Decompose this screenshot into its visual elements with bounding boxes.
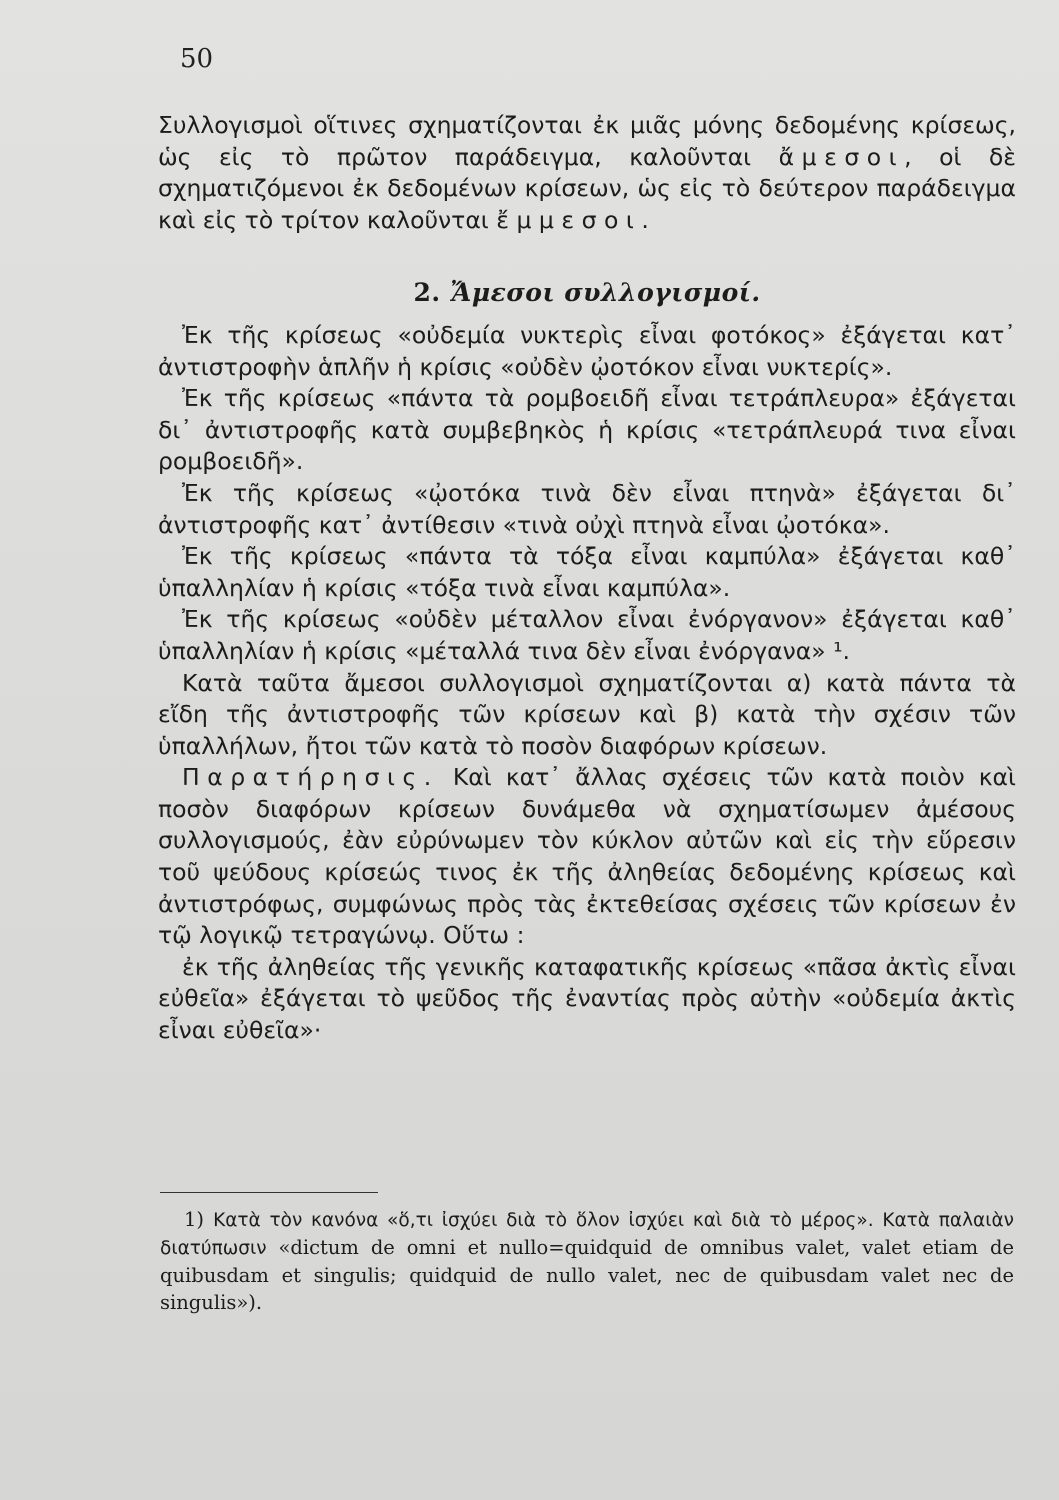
intro-text-3: .: [641, 205, 649, 234]
intro-text-2: , οἱ δὲ σχηματιζόμενοι ἐκ δεδομένων κρίσεων, ὡς εἰς τὸ δεύτερον παράδειγμα καὶ εἰς τὸ τρίτον καλοῦνται: [158, 142, 1017, 234]
term-emmesoi: ἔμμεσοι: [496, 205, 642, 234]
remark-label: Παρατήρησις.: [182, 763, 439, 792]
footnote-divider: [160, 1192, 378, 1193]
term-amesoi: ἄμεσοι: [778, 142, 905, 171]
footnote-1: [160, 1206, 1014, 1316]
section-heading: [158, 277, 1016, 309]
section-number: 2.: [413, 278, 441, 308]
footnote-latin-text: «dictum de omni et nullo=quidquid de omnibus valet, valet etiam de quibusdam et singulis; quidquid de nullo valet, nec de quibusdam valet nec de singulis»).: [160, 1236, 1014, 1314]
final-paragraph: ἐκ τῆς ἀληθείας τῆς γενικῆς καταφατικῆς κρίσεως «πᾶσα ἀκτὶς εἶναι εὐθεῖα» ἐξάγεται τὸ ψεῦδος τῆς ἐναντίας πρὸς αὐτὴν «οὐδεμία ἀκτὶς εἶναι εὐθεῖα»·: [158, 952, 1016, 1045]
footnotes: [160, 1206, 1014, 1316]
page-number: 50: [180, 44, 214, 74]
footnote-marker: 1): [184, 1208, 205, 1231]
footnote-greek-text: Κατὰ τὸν κανόνα «ὅ,τι ἰσχύει διὰ τὸ ὅλον ἰσχύει καὶ διὰ τὸ μέρος». Κατὰ παλαιὰν διατύπωσιν: [160, 1210, 1015, 1259]
remark-text: Καὶ κατ᾽ ἄλλας σχέσεις τῶν κατὰ ποιὸν καὶ ποσὸν διαφόρων κρίσεων δυνάμεθα νὰ σχηματίσωμεν ἀμέσους συλλογισμούς, ἐὰν εὐρύνωμεν τὸν κύκλον αὐτῶν καὶ εἰς τὴν εὕρεσιν τοῦ ψεύδους κρίσεώς τινος ἐκ τῆς ἀληθείας δεδομένης κρίσεως καὶ ἀντιστρόφως, συμφώνως πρὸς τὰς ἐκτεθείσας σχέσεις τῶν κρίσεων ἐν τῷ λογικῷ τετραγώνῳ. Οὕτω :: [158, 763, 1016, 950]
paragraph: Ἐκ τῆς κρίσεως «οὐδὲν μέταλλον εἶναι ἐνόργανον» ἐξάγεται καθ᾽ ὑπαλληλίαν ἡ κρίσις «μέταλλά τινα δὲν εἶναι ἐνόργανα» ¹.: [158, 605, 1016, 665]
paragraph: Ἐκ τῆς κρίσεως «ᾠοτόκα τινὰ δὲν εἶναι πτηνὰ» ἐξάγεται δι᾽ ἀντιστροφῆς κατ᾽ ἀντίθεσιν «τινὰ οὐχὶ πτηνὰ εἶναι ᾠοτόκα».: [158, 478, 1016, 539]
paragraph: Ἐκ τῆς κρίσεως «οὐδεμία νυκτερὶς εἶναι φοτόκος» ἐξάγεται κατ᾽ ἀντιστροφὴν ἁπλῆν ἡ κρίσις «οὐδὲν ᾠοτόκον εἶναι νυκτερίς».: [158, 320, 1016, 381]
intro-text-1: Συλλογισμοὶ οἵτινες σχηματίζονται ἐκ μιᾶς μόνης δεδομένης κρίσεως, ὡς εἰς τὸ πρῶτον παράδειγμα, καλοῦνται: [158, 111, 1016, 171]
paragraph: Ἐκ τῆς κρίσεως «πάντα τὰ ρομβοειδῆ εἶναι τετράπλευρα» ἐξάγεται δι᾽ ἀντιστροφῆς κατὰ συμβεβηκὸς ἡ κρίσις «τετράπλευρά τινα εἶναι ρομβοειδῆ».: [158, 384, 1016, 476]
page-body: [158, 110, 1016, 1047]
remark-paragraph: [158, 762, 1016, 952]
paragraph: Κατὰ ταῦτα ἄμεσοι συλλογισμοὶ σχηματίζονται α) κατὰ πάντα τὰ εἴδη τῆς ἀντιστροφῆς τῶν κρίσεων καὶ β) κατὰ τὴν σχέσιν τῶν ὑπαλλήλων, ἤτοι τῶν κατὰ τὸ ποσὸν διαφόρων κρίσεων.: [158, 668, 1016, 760]
section-title: Ἄμεσοι συλλογισμοί.: [450, 278, 761, 308]
paragraph: Ἐκ τῆς κρίσεως «πάντα τὰ τόξα εἶναι καμπύλα» ἐξάγεται καθ᾽ ὑπαλληλίαν ἡ κρίσις «τόξα τινὰ εἶναι καμπύλα».: [158, 542, 1016, 602]
intro-paragraph: [158, 110, 1016, 236]
